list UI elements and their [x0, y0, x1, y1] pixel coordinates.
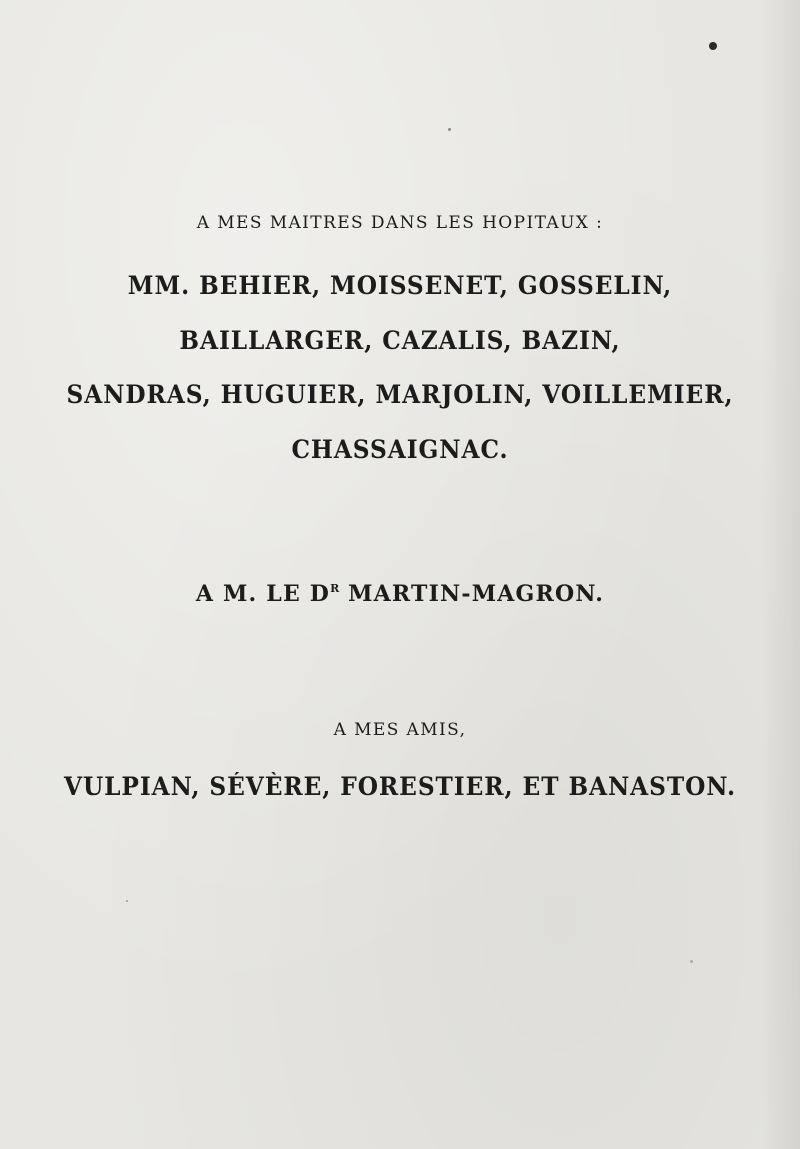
masters-names-line-2: BAILLARGER, CAZALIS, BAZIN,	[179, 326, 621, 355]
friends-names: VULPIAN, SÉVÈRE, FORESTIER, ET BANASTON.	[63, 772, 737, 801]
doctor-prefix: A M. LE D	[195, 581, 331, 607]
ink-speck	[448, 128, 451, 131]
masters-names-line-3: SANDRAS, HUGUIER, MARJOLIN, VOILLEMIER,	[66, 380, 734, 409]
ink-speck	[690, 960, 693, 963]
masters-names-line-4: CHASSAIGNAC.	[291, 435, 509, 464]
doctor-title-superscript: R	[330, 582, 340, 595]
doctor-name: MARTIN-MAGRON.	[339, 581, 605, 607]
ink-speck	[126, 900, 128, 902]
masters-heading: A MES MAITRES DANS LES HOPITAUX :	[196, 213, 604, 233]
doctor-dedication	[0, 581, 800, 607]
friends-heading: A MES AMIS,	[333, 720, 467, 740]
ink-speck	[709, 42, 717, 50]
masters-names-line-1: MM. BEHIER, MOISSENET, GOSSELIN,	[127, 271, 673, 300]
